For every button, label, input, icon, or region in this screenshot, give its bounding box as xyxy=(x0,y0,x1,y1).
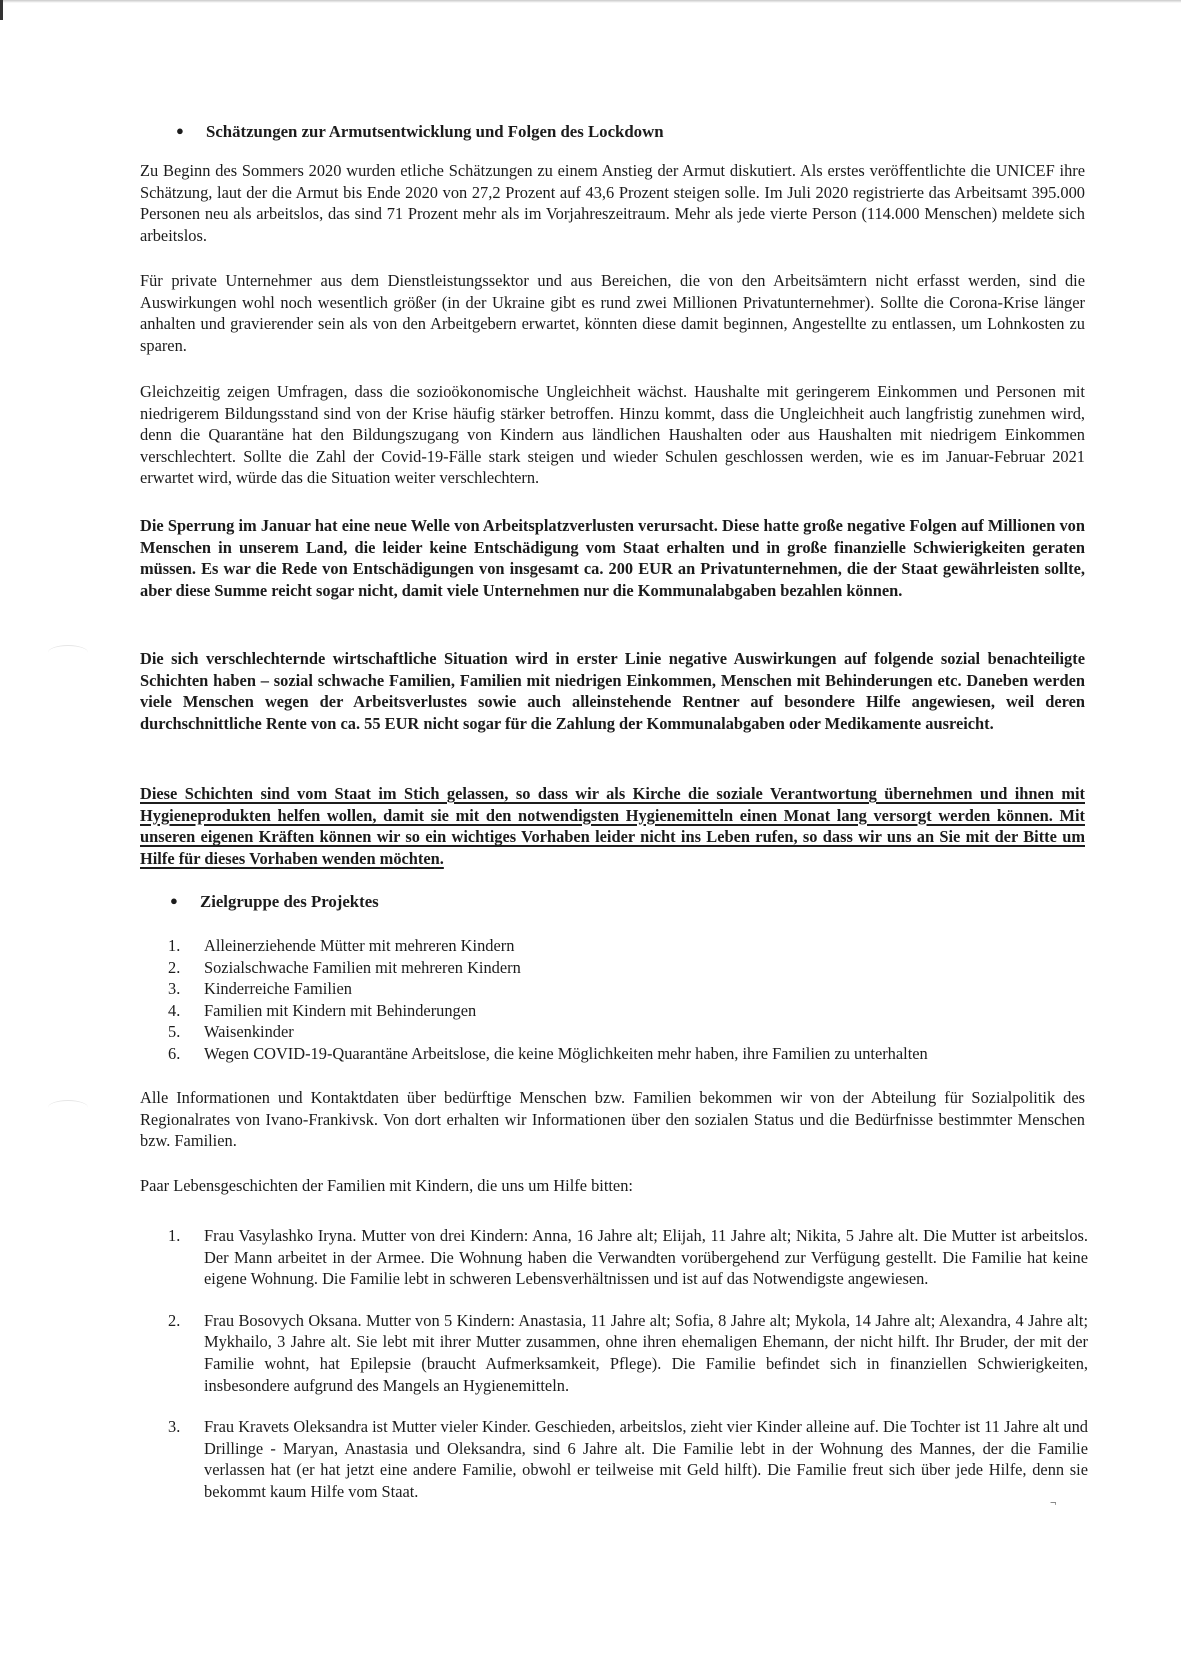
list-item xyxy=(168,1021,1088,1043)
list-item-text: Wegen COVID-19-Quarantäne Arbeitslose, die keine Möglichkeiten mehr haben, ihre Familien zu unterhalten xyxy=(204,1043,928,1063)
list-item-text: Kinderreiche Familien xyxy=(204,979,352,999)
section-heading-text: Zielgruppe des Projektes xyxy=(200,892,379,911)
list-item-text: Familien mit Kindern mit Behinderungen xyxy=(204,1000,477,1020)
list-item xyxy=(168,1310,1088,1396)
scan-artifact xyxy=(48,645,88,660)
list-item xyxy=(168,957,1088,979)
list-number: 1. xyxy=(168,936,181,955)
list-item xyxy=(168,1225,1088,1290)
paragraph-unicef-estimates: Zu Beginn des Sommers 2020 wurden etliche Schätzungen zu einem Anstieg der Armut diskutiert. Als erstes veröffentlichte die UNICEF ihre Schätzung, laut der die Armut bis Ende 2020 von 27,2 Prozent auf 43,6 Prozent steigen solle. Im Juli 2020 registrierte das Arbeitsamt 395.000 Personen neu als arbeitslos, das sind 71 Prozent mehr als im Vorjahreszeitraum. Mehr als jede vierte Person (114.000 Menschen) meldete sich arbeitslos. xyxy=(140,161,1085,245)
list-item xyxy=(168,1000,1088,1022)
list-number: 3. xyxy=(168,979,181,999)
list-number: 2. xyxy=(168,957,181,977)
list-number: 4. xyxy=(168,1000,181,1020)
list-number: 3. xyxy=(168,1417,181,1437)
list-number: 5. xyxy=(168,1022,181,1042)
paragraph-life-stories-intro: Paar Lebensgeschichten der Familien mit Kindern, die uns um Hilfe bitten: xyxy=(140,1176,633,1195)
list-item xyxy=(168,935,1088,957)
list-item-text: Sozialschwache Familien mit mehreren Kindern xyxy=(204,957,521,977)
list-item-text: Frau Kravets Oleksandra ist Mutter vieler Kinder. Geschieden, arbeitslos, zieht vier Kinder alleine auf. Die Tochter ist 11 Jahre alt und Drillinge - Maryan, Anastasia und Oleksandra, sind 6 Jahre alt. Die Familie lebt in der Wohnung des Mannes, der die Familie verlassen hat (er hat jetzt eine andere Familie, obwohl er teilweise mit Geld hilft). Die Familie freut sich über jede Hilfe, denn sie bekommt kaum Hilfe vom Staat. xyxy=(204,1417,1088,1501)
section-heading-poverty xyxy=(176,120,664,143)
paragraph-information-source: Alle Informationen und Kontaktdaten über bedürftige Menschen bzw. Familien bekommen wir von der Abteilung für Sozialpolitik des Regionalrates von Ivano-Frankivsk. Von dort erhalten wir Informationen über den sozialen Status und die Bedürfnisse bestimmter Menschen bzw. Familien. xyxy=(140,1088,1085,1151)
list-item-text: Waisenkinder xyxy=(204,1022,294,1042)
list-item xyxy=(168,1043,1088,1065)
paragraph-lockdown-job-losses: Die Sperrung im Januar hat eine neue Welle von Arbeitsplatzverlusten verursacht. Diese hatte große negative Folgen auf Millionen von Menschen in unserem Land, die leider keine Entschädigung vom Staat erhalten und in große finanzielle Schwierigkeiten geraten müssen. Es war die Rede von Entschädigungen von insgesamt ca. 200 EUR an Privatunternehmen, die der Staat gewährleisten sollte, aber diese Summe reicht sogar nicht, damit viele Unternehmen nur die Kommunalabgaben bezahlen können. xyxy=(140,516,1085,600)
target-group-list xyxy=(168,935,1088,1065)
list-item xyxy=(168,978,1088,1000)
paragraph-inequality: Gleichzeitig zeigen Umfragen, dass die sozioökonomische Ungleichheit wächst. Haushalte mit geringerem Einkommen und Personen mit niedrigerem Bildungsstand sind von der Krise häufig stärker betroffen. Hinzu kommt, dass die Ungleichheit auch langfristig zunehmen wird, denn die Quarantäne hat den Bildungszugang von Kindern aus ländlichen Haushalten oder aus Haushalten mit niedrigem Einkommen verschlechtert. Sollte die Zahl der Covid-19-Fälle stark steigen und wieder Schulen geschlossen werden, wie es im Januar-Februar 2021 erwartet wird, würde das die Situation weiter verschlechtern. xyxy=(140,382,1085,488)
section-heading-target-group xyxy=(170,890,379,913)
paragraph-disadvantaged-groups: Die sich verschlechternde wirtschaftliche Situation wird in erster Linie negative Auswirkungen auf folgende sozial benachteiligte Schichten haben – sozial schwache Familien, Familien mit niedrigen Einkommen, Menschen mit Behinderungen etc. Daneben werden viele Menschen wegen der Arbeitsverlustes sowie auch alleinstehende Rentner auf besondere Hilfe angewiesen, weil deren durchschnittliche Rente von ca. 55 EUR nicht sogar für die Zahlung der Kommunalabgaben oder Medikamente ausreicht. xyxy=(140,649,1085,733)
list-number: 6. xyxy=(168,1043,181,1063)
list-item-text: Frau Vasylashko Iryna. Mutter von drei Kindern: Anna, 16 Jahre alt; Elijah, 11 Jahre alt; Nikita, 5 Jahre alt. Die Mutter ist arbeitslos. Der Mann arbeitet in der Armee. Die Wohnung haben die Verwandten vorübergehend zur Verfügung gestellt. Die Familie hat keine eigene Wohnung. Die Familie lebt in schweren Lebensverhältnissen und ist auf das Notwendigste angewiesen. xyxy=(204,1226,1088,1289)
bullet-icon: ● xyxy=(176,123,184,138)
section-heading-text: Schätzungen zur Armutsentwicklung und Folgen des Lockdown xyxy=(206,122,664,141)
list-item-text: Frau Bosovych Oksana. Mutter von 5 Kindern: Anastasia, 11 Jahre alt; Sofia, 8 Jahre alt; Mykola, 14 Jahre alt; Alexandra, 4 Jahre alt; Mykhailo, 3 Jahre alt. Sie lebt mit ihrer Mutter zusammen, ohne ihren ehemaligen Ehemann, der nicht hilft. Ihr Bruder, der mit der Familie wohnt, hat Epilepsie (braucht Aufmerksamkeit, Pflege). Die Familie befindet sich in finanziellen Schwierigkeiten, insbesondere aufgrund des Mangels an Hygienemitteln. xyxy=(204,1310,1088,1395)
scan-artifact: ¬ xyxy=(1050,1497,1057,1509)
scan-edge-top xyxy=(0,0,1181,3)
list-number: 1. xyxy=(168,1226,181,1245)
list-item-text: Alleinerziehende Mütter mit mehreren Kindern xyxy=(204,936,515,955)
paragraph-private-entrepreneurs: Für private Unternehmer aus dem Dienstleistungssektor und aus Bereichen, die von den Arbeitsämtern nicht erfasst werden, sind die Auswirkungen wohl noch wesentlich größer (in der Ukraine gibt es rund zwei Millionen Privatunternehmer). Sollte die Corona-Krise länger anhalten und gravierender sein als von den Arbeitgebern erwartet, könnten diese damit beginnen, Angestellte zu entlassen, um Lohnkosten zu sparen. xyxy=(140,271,1085,355)
bullet-icon: ● xyxy=(170,893,178,908)
scan-edge-left xyxy=(0,0,3,20)
life-stories-list xyxy=(168,1225,1088,1523)
list-item xyxy=(168,1416,1088,1502)
list-number: 2. xyxy=(168,1310,181,1330)
scan-artifact xyxy=(48,1100,88,1115)
paragraph-church-appeal: Diese Schichten sind vom Staat im Stich gelassen, so dass wir als Kirche die soziale Verantwortung übernehmen und ihnen mit Hygieneprodukten helfen wollen, damit sie mit den notwendigsten Hygienemitteln einen Monat lang versorgt werden können. Mit unseren eigenen Kräften können wir so ein wichtiges Vorhaben leider nicht ins Leben rufen, so dass wir uns an Sie mit der Bitte um Hilfe für dieses Vorhaben wenden möchten. xyxy=(140,784,1085,868)
